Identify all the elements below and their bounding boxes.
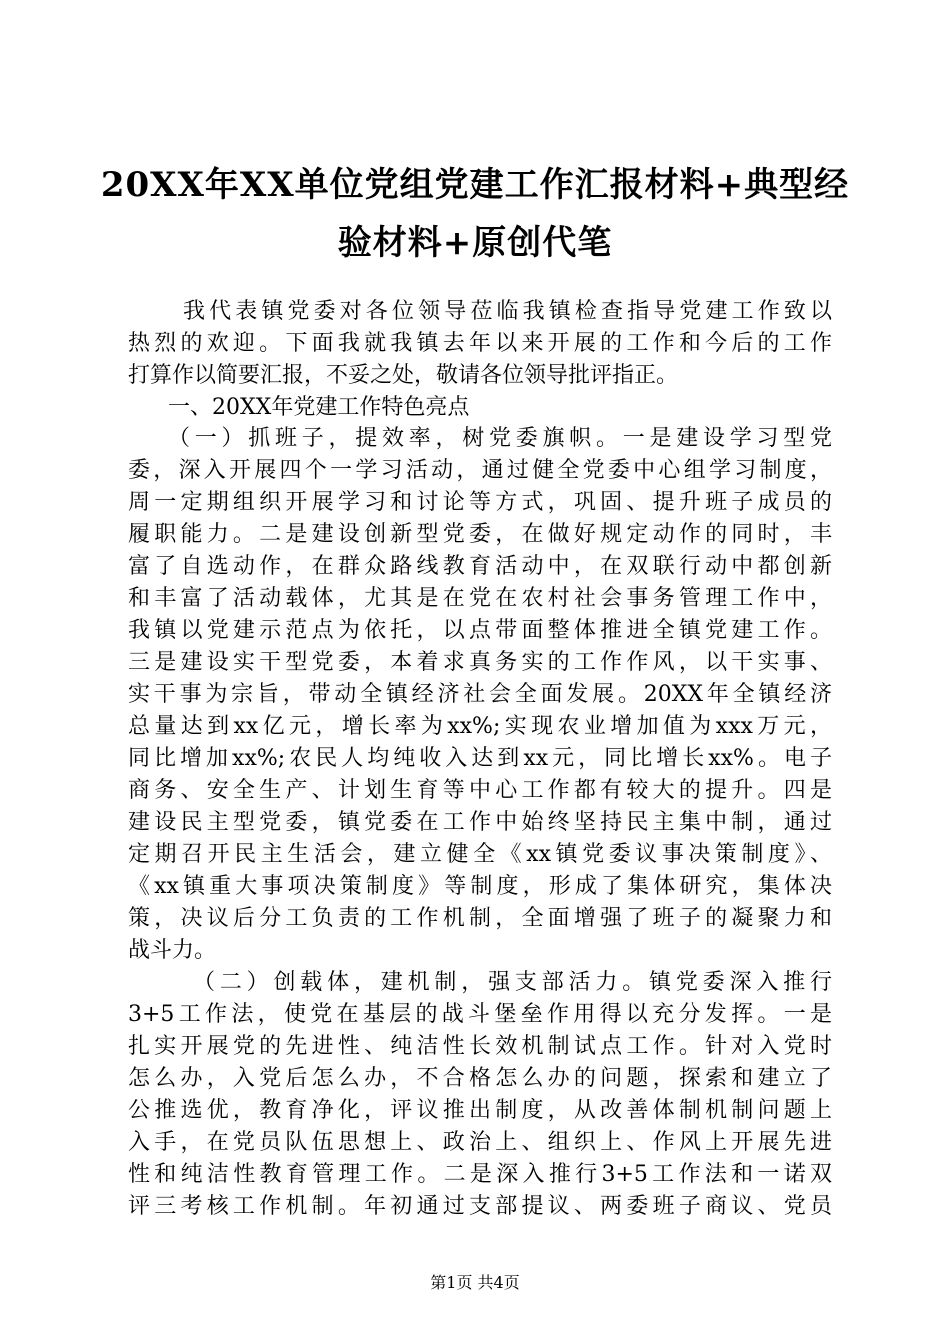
body-line: 打算作以简要汇报，不妥之处，敬请各位领导批评指正。 xyxy=(128,363,679,388)
section-heading: 一、20XX年党建工作特色亮点 xyxy=(168,395,470,420)
body-line: 三是建设实干型党委，本着求真务实的工作作风，以干实事、 xyxy=(128,650,832,675)
body-line: 定期召开民主生活会，建立健全《xx镇党委议事决策制度》、 xyxy=(128,842,832,867)
body-line: 我代表镇党委对各位领导莅临我镇检查指导党建工作致以 xyxy=(183,299,832,324)
body-line: 富了自选动作，在群众路线教育活动中，在双联行动中都创新 xyxy=(128,554,832,579)
body-line: 履职能力。二是建设创新型党委，在做好规定动作的同时，丰 xyxy=(128,522,832,547)
body-line: 怎么办，入党后怎么办，不合格怎么办的问题，探索和建立了 xyxy=(128,1066,832,1091)
body-line: 《xx镇重大事项决策制度》等制度，形成了集体研究，集体决 xyxy=(128,874,832,899)
body-line: 3+5工作法，使党在基层的战斗堡垒作用得以充分发挥。一是 xyxy=(128,1002,832,1027)
body-line: 商务、安全生产、计划生育等中心工作都有较大的提升。四是 xyxy=(128,778,832,803)
body-line: 公推选优，教育净化，评议推出制度，从改善体制机制问题上 xyxy=(128,1098,832,1123)
body-line: 策，决议后分工负责的工作机制，全面增强了班子的凝聚力和 xyxy=(128,906,832,931)
body-line: 我镇以党建示范点为依托，以点带面整体推进全镇党建工作。 xyxy=(128,618,832,643)
body-line: （二）创载体，建机制，强支部活力。镇党委深入推行 xyxy=(193,970,832,995)
body-line: （一）抓班子，提效率，树党委旗帜。一是建设学习型党 xyxy=(168,426,832,451)
body-line: 周一定期组织开展学习和讨论等方式，巩固、提升班子成员的 xyxy=(128,490,832,515)
body-line: 和丰富了活动载体，尤其是在党在农村社会事务管理工作中， xyxy=(128,586,832,611)
body-line: 建设民主型党委，镇党委在工作中始终坚持民主集中制，通过 xyxy=(128,810,832,835)
body-line: 扎实开展党的先进性、纯洁性长效机制试点工作。针对入党时 xyxy=(128,1034,832,1059)
body-line: 同比增加xx%;农民人均纯收入达到xx元，同比增长xx%。电子 xyxy=(128,746,832,771)
body-line: 实干事为宗旨，带动全镇经济社会全面发展。20XX年全镇经济 xyxy=(128,682,832,707)
body-line: 热烈的欢迎。下面我就我镇去年以来开展的工作和今后的工作 xyxy=(128,331,832,356)
page-footer: 第1页 共4页 xyxy=(430,1273,520,1292)
body-line: 战斗力。 xyxy=(128,938,217,963)
body-line: 总量达到xx亿元，增长率为xx%;实现农业增加值为xxx万元， xyxy=(128,714,832,739)
body-line: 入手，在党员队伍思想上、政治上、组织上、作风上开展先进 xyxy=(128,1130,832,1155)
document-title-line-2: 验材料+原创代笔 xyxy=(337,223,613,263)
body-line: 委，深入开展四个一学习活动，通过健全党委中心组学习制度， xyxy=(128,458,832,483)
body-line: 评三考核工作机制。年初通过支部提议、两委班子商议、党员 xyxy=(128,1194,832,1219)
body-line: 性和纯洁性教育管理工作。二是深入推行3+5工作法和一诺双 xyxy=(128,1162,832,1187)
document-title-line-1: 20XX年XX单位党组党建工作汇报材料+典型经 xyxy=(100,165,850,205)
